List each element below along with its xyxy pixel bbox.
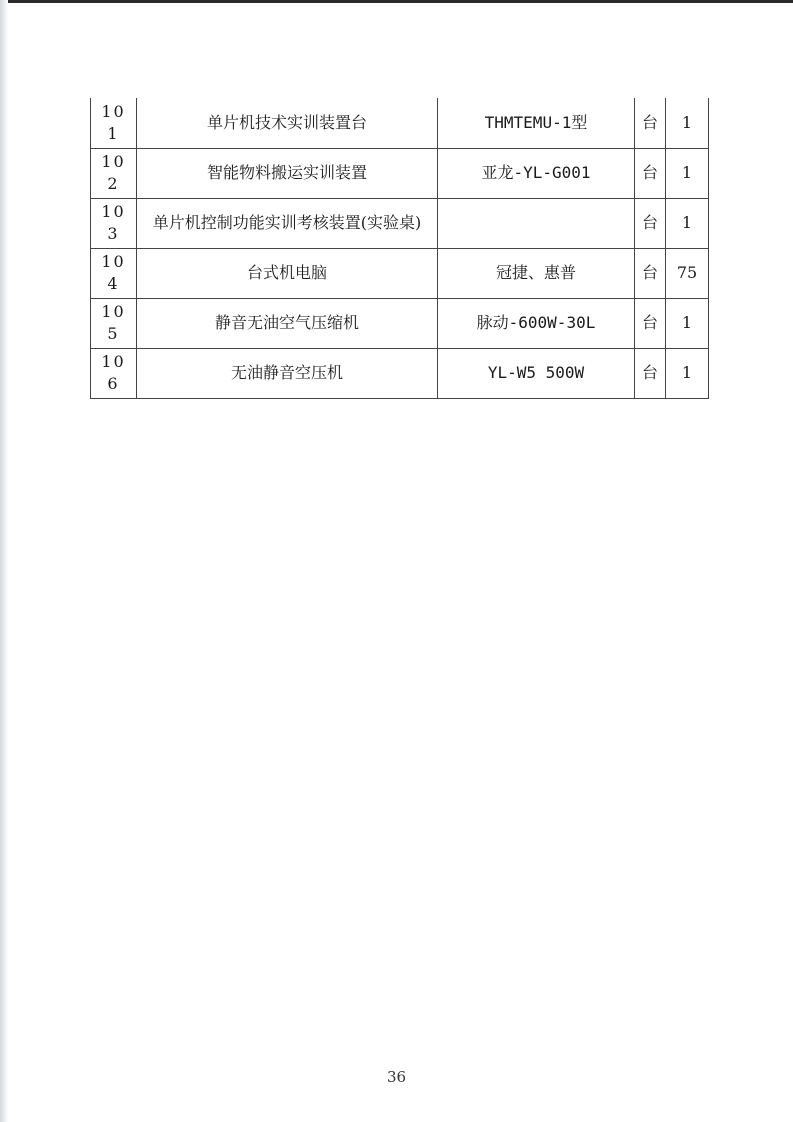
equipment-quantity: 1 <box>666 298 709 348</box>
equipment-quantity: 1 <box>666 348 709 398</box>
row-number: 10 4 <box>91 248 137 298</box>
scan-top-edge <box>0 0 793 3</box>
equipment-name: 台式机电脑 <box>137 248 438 298</box>
equipment-table <box>90 98 709 399</box>
equipment-name: 静音无油空气压缩机 <box>137 298 438 348</box>
equipment-unit: 台 <box>635 148 666 198</box>
row-number: 10 6 <box>91 348 137 398</box>
equipment-model: THMTEMU-1型 <box>438 98 635 148</box>
equipment-unit: 台 <box>635 298 666 348</box>
equipment-unit: 台 <box>635 348 666 398</box>
table-row <box>91 148 709 198</box>
row-number: 10 2 <box>91 148 137 198</box>
row-number: 10 1 <box>91 98 137 148</box>
table-row <box>91 348 709 398</box>
equipment-unit: 台 <box>635 198 666 248</box>
equipment-quantity: 75 <box>666 248 709 298</box>
equipment-model: 脉动-600W-30L <box>438 298 635 348</box>
equipment-quantity: 1 <box>666 148 709 198</box>
table-row <box>91 248 709 298</box>
equipment-model <box>438 198 635 248</box>
page-number: 36 <box>386 1068 407 1086</box>
equipment-model: 亚龙-YL-G001 <box>438 148 635 198</box>
equipment-name: 智能物料搬运实训装置 <box>137 148 438 198</box>
table-row <box>91 198 709 248</box>
equipment-model: 冠捷、惠普 <box>438 248 635 298</box>
scan-left-shadow <box>0 0 8 1122</box>
equipment-name: 单片机技术实训装置台 <box>137 98 438 148</box>
equipment-name: 无油静音空压机 <box>137 348 438 398</box>
table-row <box>91 298 709 348</box>
equipment-quantity: 1 <box>666 198 709 248</box>
equipment-model: YL-W5 500W <box>438 348 635 398</box>
equipment-quantity: 1 <box>666 98 709 148</box>
equipment-unit: 台 <box>635 98 666 148</box>
equipment-unit: 台 <box>635 248 666 298</box>
table-row <box>91 98 709 148</box>
row-number: 10 3 <box>91 198 137 248</box>
row-number: 10 5 <box>91 298 137 348</box>
equipment-name: 单片机控制功能实训考核装置(实验桌) <box>137 198 438 248</box>
